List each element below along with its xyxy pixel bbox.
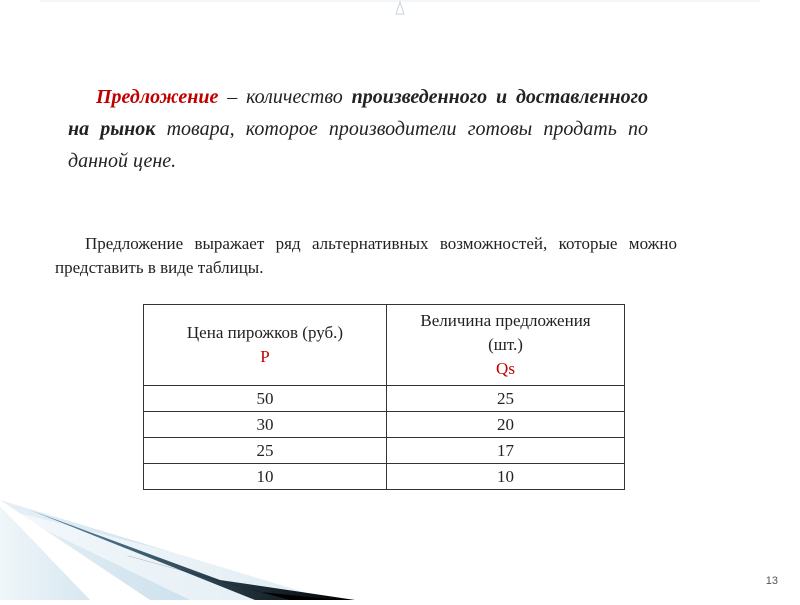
cell-quantity: 17 <box>387 438 625 464</box>
cell-quantity: 25 <box>387 386 625 412</box>
header-quantity <box>387 305 625 386</box>
page-number: 13 <box>765 575 778 587</box>
supply-table <box>143 304 625 490</box>
cell-price: 10 <box>144 464 387 490</box>
definition-bold-phrase: произведенного и доставленного на рынок <box>68 86 648 140</box>
header-price <box>144 305 387 386</box>
table-row <box>144 438 625 464</box>
cell-price: 25 <box>144 438 387 464</box>
table-row <box>144 386 625 412</box>
supply-definition <box>68 81 648 177</box>
table-row <box>144 464 625 490</box>
header-quantity-label: Величина предложения (шт.) <box>420 311 591 354</box>
definition-dash: – количество <box>218 86 352 108</box>
cell-price: 30 <box>144 412 387 438</box>
header-quantity-symbol: Qs <box>496 359 515 378</box>
cell-quantity: 10 <box>387 464 625 490</box>
cell-quantity: 20 <box>387 412 625 438</box>
top-decorative-ribbon <box>0 0 800 30</box>
term-supply: Предложение <box>96 86 219 108</box>
bottom-decorative-swoosh <box>0 500 380 600</box>
header-price-symbol: P <box>260 347 270 366</box>
cell-price: 50 <box>144 386 387 412</box>
header-price-label: Цена пирожков (руб.) <box>186 323 344 342</box>
table-header-row <box>144 305 625 386</box>
definition-rest: товара, которое производители готовы продать по данной цене. <box>68 118 648 172</box>
intro-paragraph: Предложение выражает ряд альтернативных возможностей, которые можно представить в виде таблицы. <box>55 234 677 277</box>
table-row <box>144 412 625 438</box>
